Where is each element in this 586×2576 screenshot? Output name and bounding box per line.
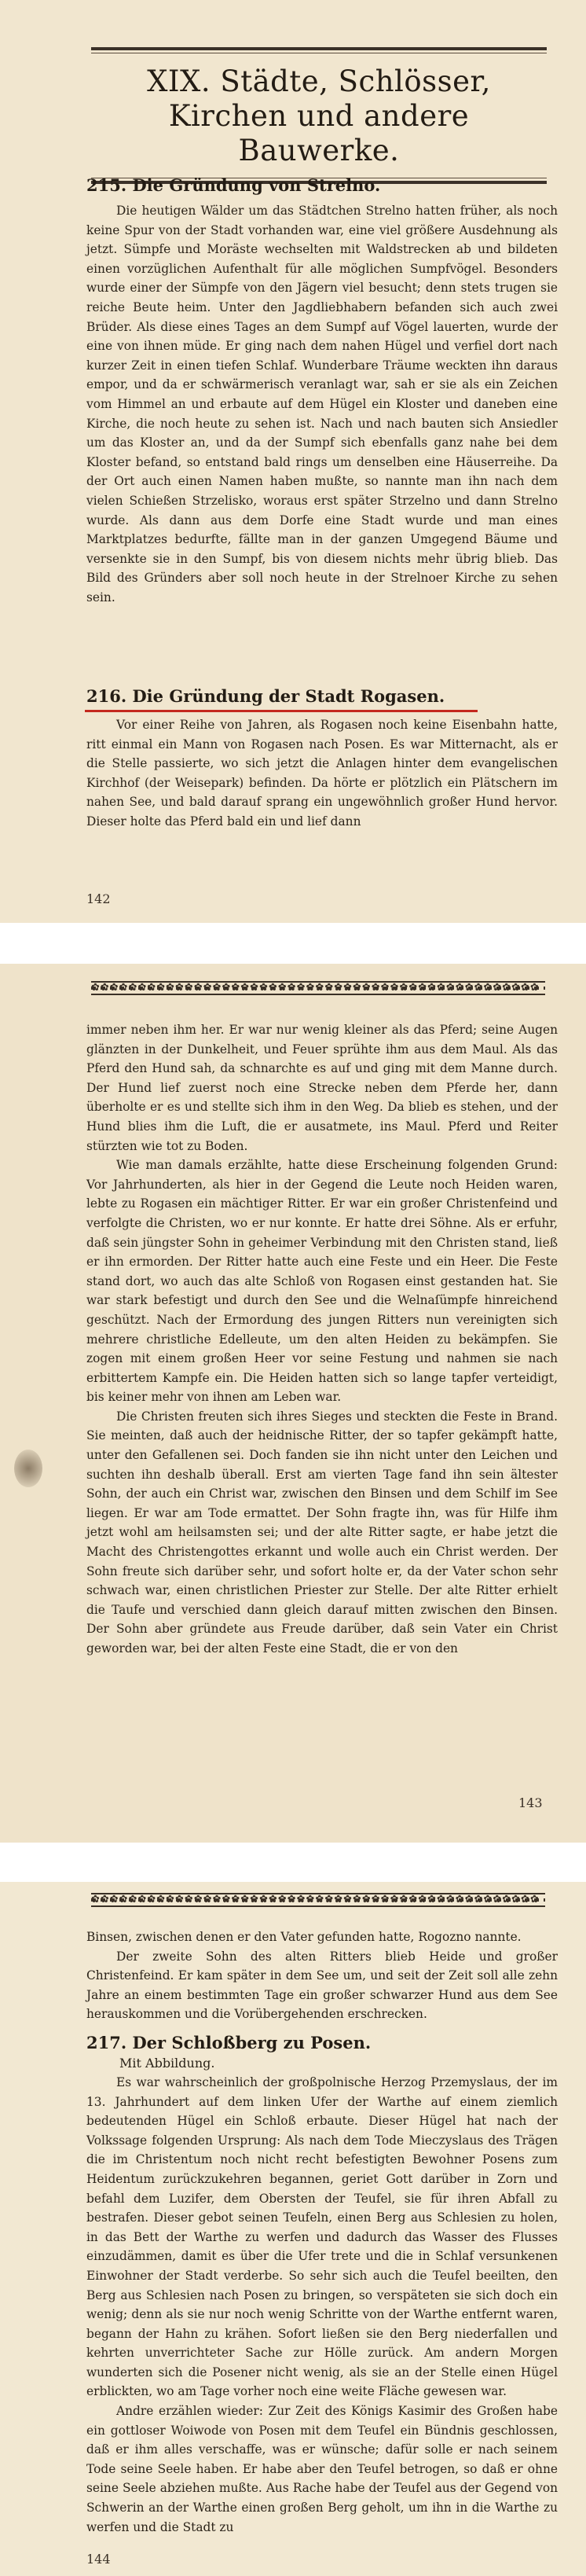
ornamental-border-top [91, 1893, 545, 1907]
chapter-title: XIX. Städte, Schlösser, Kirchen und andere Bauwerke. [147, 64, 491, 167]
title-rule-top-thick [91, 47, 547, 50]
paragraph: Die Christen freuten sich ihres Sieges und steckten die Feste in Brand. Sie meinten, daß auch der heidnische Ritter, der so tapfer gekämpft hatte, unter den Gefallenen sei. Doch fanden sie ihn nicht unter den Leichen und suchten ihn deshalb überall. Erst am vierten Tage fand ihn sein ältester Sohn, der auch ein Christ war, zwischen den Binsen und dem Schilf im See liegen. Er war am Tode ermattet. Der Sohn fragte ihn, was für Hilfe ihm jetzt wohl am heilsamsten sei; und der alte Ritter sagte, er habe jetzt die Macht des Christengottes erkannt und wolle auch ein Christ werden. Der Sohn freute sich darüber sehr, und sofort holte er, da der Vater schon sehr schwach war, einen christlichen Priester zur Stelle. Der alte Ritter erhielt die Taufe und verschied dann gleich darauf mitten zwischen den Binsen. Der Sohn aber gründete aus Freude darüber, daß sein Vater ein Christ geworden war, bei der alten Feste eine Stadt, die er von den [86, 1409, 558, 1655]
page-body [86, 1020, 558, 1659]
section-heading: 217. Der Schloßberg zu Posen. [86, 2032, 372, 2052]
ink-smudge [14, 1450, 42, 1487]
book-page-143 [0, 964, 586, 1843]
section-216 [86, 685, 558, 832]
section-text: Vor einer Reihe von Jahren, als Rogasen noch keine Eisenbahn hatte, ritt einmal ein Mann von Rogasen nach Posen. Es war Mitternacht, als er die Stelle passierte, wo sich jetzt die Anlagen hinter dem evangelischen Kirchhof (der Weisepark) befinden. Da hörte er plötzlich ein Plätschern im nahen See, und bald darauf sprang ein ungewöhnlich großer Hund hervor. Dieser holte das Pferd bald ein und lief dann [86, 718, 558, 829]
section-215 [86, 175, 558, 607]
paragraph: Andre erzählen wieder: Zur Zeit des Königs Kasimir des Großen habe ein gottloser Woiwode von Posen mit dem Teufel ein Bündnis geschlossen, daß er ihm alles verschaffe, was er wünsche; dafür solle er nach seinem Tode seine Seele haben. Er habe aber den Teufel betrogen, so daß er ohne seine Seele abziehen mußte. Aus Rache habe der Teufel aus der Gegend von Schwerin an der Warthe einen großen Berg geholt, um ihn in die Warthe zu werfen und die Stadt zu [86, 2404, 558, 2534]
section-heading: 216. Die Gründung der Stadt Rogasen. [86, 686, 445, 706]
book-page-144 [0, 1882, 586, 2576]
paragraph: Der zweite Sohn des alten Ritters blieb Heide und großer Christenfeind. Er kam später in dem See um, und seit der Zeit soll alle zehn Jahre an einem bestimmten Tage ein großer schwarzer Hund aus dem See herauskommen und die Vorübergehenden erschrecken. [86, 1949, 558, 2022]
paragraph-continued: Binsen, zwischen denen er den Vater gefunden hatte, Rogozno nannte. [86, 1930, 522, 1944]
page-body [86, 1927, 558, 2537]
section-text: Die heutigen Wälder um das Städtchen Strelno hatten früher, als noch keine Spur von der Stadt vorhanden war, eine viel größere Ausdehnung als jetzt. Sümpfe und Moräste wechselten mit Waldstrecken ab und bildeten einen vorzüglichen Aufenthalt für alle möglichen Sumpfvögel. Besonders wurde einer der Sümpfe von den Jägern viel besucht; denn stets trugen sie reiche Beute heim. Unter den Jagdliebhabern befanden sich auch zwei Brüder. Als diese eines Tages an dem Sumpf auf Vögel lauerten, wurde der eine von ihnen müde. Er ging nach dem nahen Hügel und verfiel dort nach kurzer Zeit in einen tiefen Schlaf. Wunderbare Träume weckten ihn daraus empor, und da er schwärmerisch veranlagt war, sah er sie als ein Zeichen vom Himmel an und erbaute auf dem Hügel ein Kloster und daneben eine Kirche, die noch heute zu sehen ist. Nach und nach bauten sich Ansiedler um das Kloster an, und da der Sumpf sich ebenfalls ganz nahe bei dem Kloster befand, so entstand bald rings um denselben eine Häuserreihe. Da der Ort auch einen Namen haben mußte, so nannte man ihn nach dem vielen Schießen Strzelisko, woraus erst später Strzelno und dann Strelno wurde. Als dann aus dem Dorfe eine Stadt wurde und man eines Marktplatzes bedurfte, fällte man in der ganzen Umgegend Bäume und versenkte sie in den Sumpf, bis von diesem nichts mehr übrig blieb. Das Bild des Gründers aber soll noch heute in der Strelnoer Kirche zu sehen sein. [86, 204, 558, 604]
paragraph: Wie man damals erzählte, hatte diese Erscheinung folgenden Grund: Vor Jahrhunderten, als hier in der Gegend die Leute noch Heiden waren, lebte zu Rogasen ein mächtiger Ritter. Er war ein großer Christenfeind und verfolgte die Christen, wo er nur konnte. Er hatte drei Söhne. Als er erfuhr, daß sein jüngster Sohn in geheimer Verbindung mit den Christen stand, ließ er ihn ermorden. Der Ritter hatte auch eine Feste und ein Heer. Die Feste stand dort, wo auch das alte Schloß von Rogasen einst gestanden hat. Sie war stark befestigt und durch den See und die Welnaſümpfe hinreichend geschützt. Nach der Ermordung des jungen Ritters nun vereinigten sich mehrere christliche Edelleute, um den alten Heiden zu bekämpfen. Sie zogen mit einem großen Heer vor seine Festung und nahmen sie nach erbittertem Kampfe ein. Die Heiden hatten sich so lange tapfer verteidigt, bis keiner mehr von ihnen am Leben war. [86, 1158, 558, 1405]
paragraph-continued: immer neben ihm her. Er war nur wenig kleiner als das Pferd; seine Augen glänzten in der Dunkelheit, und Feuer sprühte ihm aus dem Maul. Als das Pferd den Hund sah, da schnarchte es auf und ging mit dem Manne durch. Der Hund lief zuerst noch eine Strecke neben dem Pferde her, dann überholte er es und stellte sich ihm in den Weg. Da blieb es stehen, und der Hund blies ihm die Luft, die er ausatmete, ins Maul. Pferd und Reiter stürzten wie tot zu Boden. [86, 1023, 558, 1153]
page-number: 143 [518, 1795, 543, 1810]
chapter-header [91, 47, 547, 184]
section-subheading: Mit Abbildung. [119, 2055, 215, 2071]
page-number: 144 [86, 2552, 111, 2567]
page-number: 142 [86, 891, 111, 906]
red-underline-mark [85, 710, 478, 712]
ornamental-border-top [91, 981, 545, 995]
book-page-142 [0, 0, 586, 923]
section-heading: 215. Die Gründung von Strelno. [86, 175, 381, 195]
paragraph: Es war wahrscheinlich der großpolnische Herzog Przemyslaus, der im 13. Jahrhundert auf dem linken Ufer der Warthe auf einem ziemlich bedeutenden Hügel ein Schloß erbaute. Dieser Hügel hat nach der Volkssage folgenden Ursprung: Als nach dem Tode Mieczyslaus des Trägen die im Christentum noch nicht recht befestigten Bewohner Posens zum Heidentum zurückzukehren begannen, geriet Gott darüber in Zorn und befahl dem Luzifer, dem Obersten der Teufel, sie für ihren Abfall zu bestrafen. Dieser gebot seinen Teufeln, einen Berg aus Schlesien zu holen, in das Bett der Warthe zu werfen und dadurch das Wasser des Flusses einzudämmen, damit es über die Ufer trete und die in Schlaf versunkenen Einwohner der Stadt verderbe. So sehr sich auch die Teufel beeilten, den Berg aus Schlesien nach Posen zu bringen, so verspäteten sie sich doch ein wenig; denn als sie nur noch wenig Schritte von der Warthe entfernt waren, begann der Hahn zu krähen. Sofort ließen sie den Berg niederfallen und kehrten unverrichteter Sache zur Hölle zurück. Am andern Morgen wunderten sich die Posener nicht wenig, als sie an der Stelle einen Hügel erblickten, wo am Tage vorher noch eine weite Fläche gewesen war. [86, 2074, 558, 2399]
